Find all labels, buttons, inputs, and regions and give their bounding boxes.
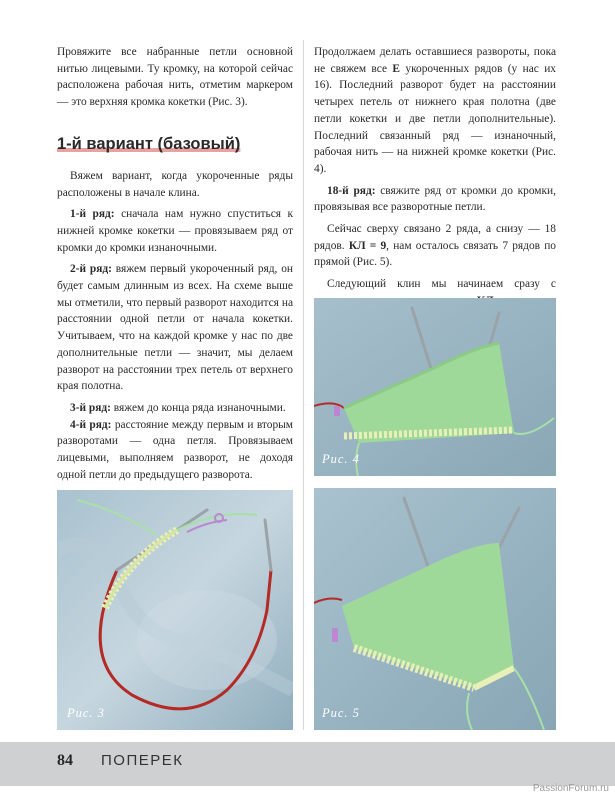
continue-paragraph [314,44,556,178]
lead-paragraph: Вяжем вариант, когда укороченные ряды расположены в начале клина. [57,169,293,199]
section-heading: 1-й вариант (базовый) [57,134,241,153]
row-3-paragraph [57,400,293,417]
figure-3-illustration [57,490,293,730]
row-2-label: 2-й ряд: [70,263,112,276]
row-4-text: расстояние между первым и вторым разворотами — одна петля. Провязываем лицевыми, выполняем разворот, не доходя одной петли до предыдущего разворота. [57,418,294,481]
row-18-text: свяжите ряд от кромки до кромки, провязывая все разворотные петли. [314,184,556,214]
intro-paragraph: Провяжите все набранные петли основной нитью лицевыми. Ту кромку, на которой сейчас расположена рабочая нить, отметим маркером — это верхняя кромка кокетки (Рис. 3). [57,46,293,109]
watermark: PassionForum.ru [532,783,609,794]
continue-var-e: Е [392,62,400,75]
row-4-paragraph [57,417,293,484]
figure-5-illustration [314,488,556,730]
count-paragraph [314,221,556,271]
column-divider [303,40,304,730]
row-1-text: сначала нам нужно спуститься к нижней кромке кокетки — провязываем ряд от кромки до кромки изнаночными. [57,208,293,254]
figure-4-illustration [314,298,556,476]
page-number: 84 [57,752,73,769]
row-18-label: 18-й ряд: [327,184,376,197]
figure-3-caption: Рис. 3 [67,706,105,720]
footer-bar [0,742,615,786]
figure-5-caption: Рис. 5 [322,706,360,720]
row-1-label: 1-й ряд: [70,208,115,221]
row-2-paragraph [57,261,293,395]
figure-4-caption: Рис. 4 [322,452,360,466]
row-1-paragraph [57,206,293,256]
row-4-label: 4-й ряд: [70,418,112,431]
row-2-text: вяжем первый укороченный ряд, он будет самым длинным из всех. На схеме выше мы отметили, что первый разворот находится на расстоянии одной петли от начала кокетки. Учитываем, что на каждой кромке у нас по две дополнительные петли — значит, мы делаем разворот на расстоянии трех петель от верхнего края полотна. [57,263,294,393]
row-3-label: 3-й ряд: [70,401,111,414]
row-18-paragraph [314,183,556,216]
figure-4-photo [314,298,556,476]
figure-3-photo [57,490,293,730]
figure-5-photo [314,488,556,730]
left-column [57,44,293,505]
next-wedge-text-a: Следующий клин мы начинаем сразу с [327,278,556,291]
continue-text-b: укороченных рядов (у нас их 16). Последний разворот будет на расстоянии четырех петель от нижнего края полотна (две петли кокетки и две петли дополнительные). Последний связанный ряд — изнаночный, рабочая нить — на нижней кромке кокетки (Рис. 4). [314,62,556,175]
running-section-title: ПОПЕРЕК [101,752,184,769]
continue-text-a: Продолжаем делать оставшиеся развороты, пока не свяжем все [314,46,556,75]
count-formula: КЛ = 9 [348,239,387,252]
count-text-a: Сейчас сверху связано 2 ряда, а снизу — 18 рядов. [314,223,556,252]
row-3-text: вяжем до конца ряда изнаночными. [110,401,286,414]
count-text-b: , нам осталось связать 7 рядов по прямой (Рис. 5). [314,239,556,269]
